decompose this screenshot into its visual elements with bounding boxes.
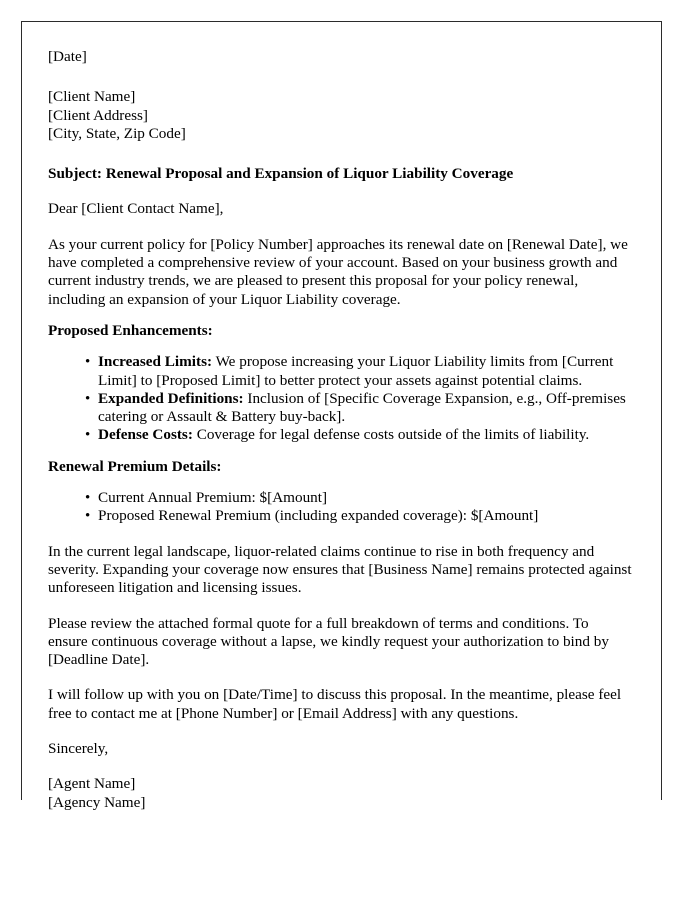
spacer xyxy=(48,669,632,686)
signature-block xyxy=(48,775,632,812)
spacer xyxy=(48,758,632,775)
spacer xyxy=(48,340,632,353)
recipient-line: [City, State, Zip Code] xyxy=(48,124,186,142)
review-paragraph: Please review the attached formal quote for a full breakdown of terms and conditions. To ensure continuous coverage without a lapse, we kindly request your authorization to bind by [Deadline Date]. xyxy=(48,614,609,669)
spacer xyxy=(48,445,632,458)
recipient-line: [Client Address] xyxy=(48,106,148,124)
enhancements-heading: Proposed Enhancements: xyxy=(48,321,213,339)
list-item xyxy=(86,353,632,390)
spacer xyxy=(48,183,632,200)
premium-list xyxy=(48,489,632,526)
legal-landscape-paragraph: In the current legal landscape, liquor-related claims continue to rise in both frequency and severity. Expanding your coverage now ensures that [Business Name] remains protected against unforeseen litigation and licensing issues. xyxy=(48,542,632,597)
salutation: Dear [Client Contact Name], xyxy=(48,200,224,218)
list-item xyxy=(86,426,632,444)
list-item-text: Coverage for legal defense costs outside of the limits of liability. xyxy=(192,426,590,444)
letter-page xyxy=(21,21,662,811)
recipient-line: [Client Name] xyxy=(48,88,136,106)
spacer xyxy=(48,598,632,615)
closing: Sincerely, xyxy=(48,740,109,758)
spacer xyxy=(48,526,632,543)
spacer xyxy=(48,309,632,322)
spacer xyxy=(48,143,632,165)
list-item-label: Defense Costs: xyxy=(98,426,193,444)
spacer xyxy=(48,219,632,236)
signature-line: [Agency Name] xyxy=(48,793,146,811)
spacer xyxy=(48,66,632,88)
subject-line: Subject: Renewal Proposal and Expansion of Liquor Liability Coverage xyxy=(48,165,514,183)
date-placeholder: [Date] xyxy=(48,48,87,65)
intro-paragraph: As your current policy for [Policy Number] approaches its renewal date on [Renewal Date], we have completed a comprehensive review of your account. Based on your business growth and current industry trends, we are pleased to present this proposal for your policy renewal, including an expansion of your Liquor Liability coverage. xyxy=(48,235,628,308)
spacer xyxy=(48,723,632,740)
list-item-label: Increased Limits: xyxy=(98,353,213,371)
premium-heading: Renewal Premium Details: xyxy=(48,457,222,475)
list-item-label: Expanded Definitions: xyxy=(98,389,244,407)
letter-body xyxy=(22,22,661,812)
signature-line: [Agent Name] xyxy=(48,775,136,793)
spacer xyxy=(48,476,632,489)
list-item: • Current Annual Premium: $[Amount] xyxy=(86,489,632,507)
list-item-text: We propose increasing your Liquor Liability limits from [Current Limit] to [Proposed Limit] to better protect your assets against potential claims. xyxy=(98,353,614,389)
followup-paragraph: I will follow up with you on [Date/Time] to discuss this proposal. In the meantime, please feel free to contact me at [Phone Number] or [Email Address] with any questions. xyxy=(48,686,622,722)
recipient-address-block xyxy=(48,88,632,143)
list-item-text: Inclusion of [Specific Coverage Expansion, e.g., Off-premises catering or Assault & Battery buy-back]. xyxy=(98,389,626,426)
list-item xyxy=(86,390,632,427)
enhancements-list xyxy=(48,353,632,444)
list-item: • Proposed Renewal Premium (including expanded coverage): $[Amount] xyxy=(86,507,632,525)
